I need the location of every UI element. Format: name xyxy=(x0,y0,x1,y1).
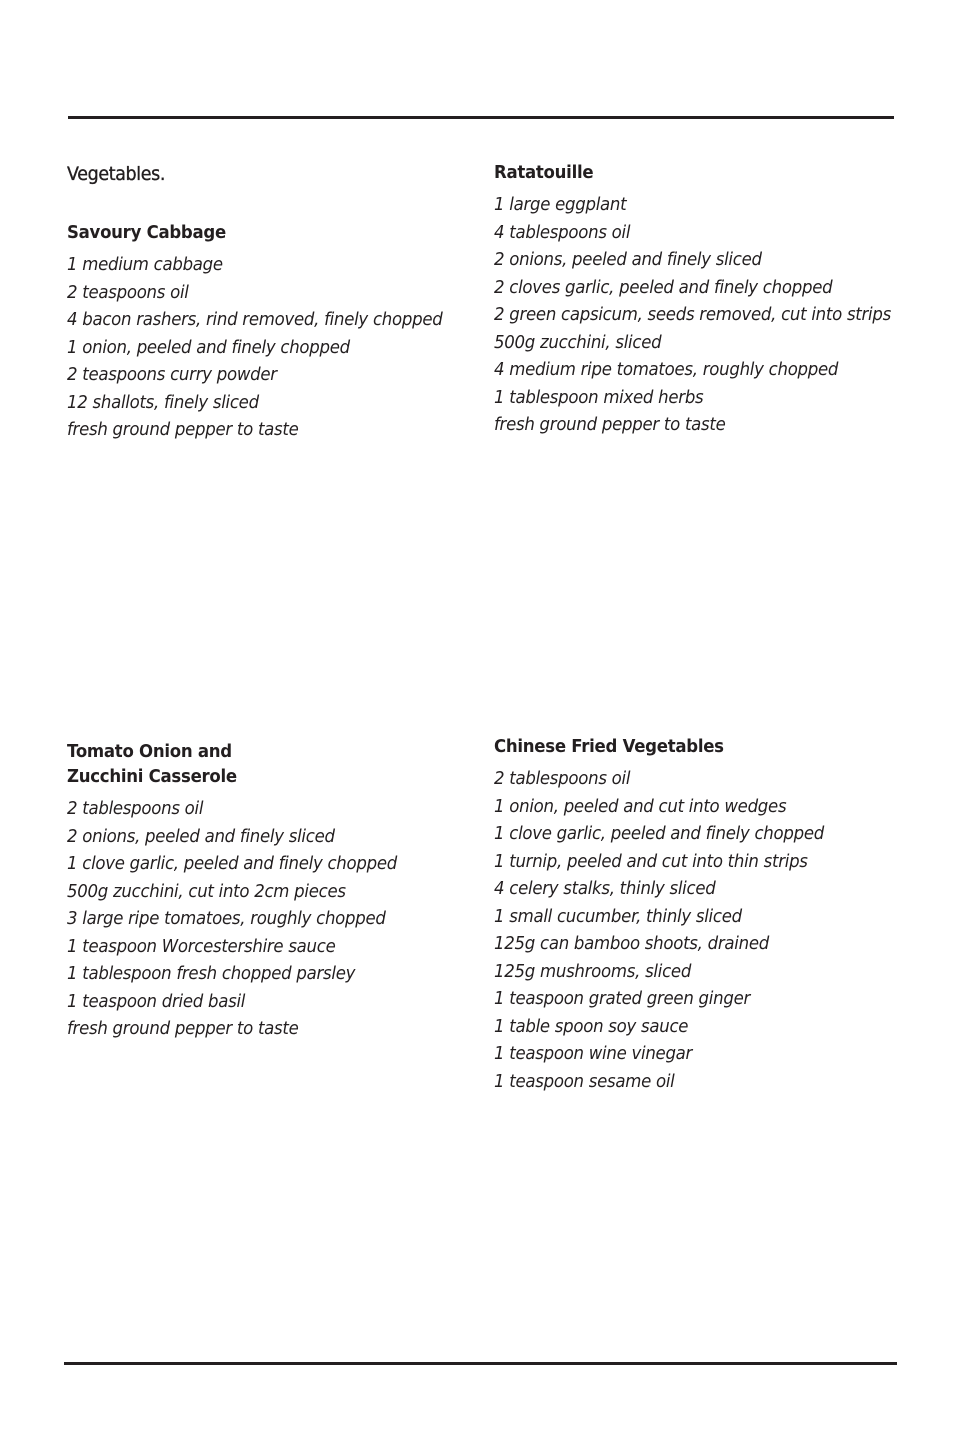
ingredient-item: 2 tablespoons oil xyxy=(494,768,631,789)
section-title: Vegetables. xyxy=(67,163,166,185)
recipe-title: Savoury Cabbage xyxy=(67,222,226,243)
ingredient-item: 2 onions, peeled and finely sliced xyxy=(494,249,762,270)
ingredient-item: 1 turnip, peeled and cut into thin strips xyxy=(494,850,808,872)
ingredient-item: 1 medium cabbage xyxy=(67,254,223,275)
ingredient-item: 12 shallots, finely sliced xyxy=(67,391,259,413)
ingredient-item: 1 teaspoon Worcestershire sauce xyxy=(67,935,336,957)
ingredient-item: 1 large eggplant xyxy=(494,194,627,215)
ingredient-item: 4 bacon rashers, rind removed, finely chopped xyxy=(67,309,443,330)
ingredient-item: 1 small cucumber, thinly sliced xyxy=(494,905,742,927)
recipe-chinese-fried-vegetables xyxy=(494,734,934,1095)
ingredient-item: fresh ground pepper to taste xyxy=(67,1018,299,1039)
recipe-savoury-cabbage xyxy=(67,220,507,444)
top-divider xyxy=(68,116,894,119)
ingredient-list xyxy=(67,251,472,444)
recipe-title: Ratatouille xyxy=(494,162,594,183)
ingredient-item: 2 cloves garlic, peeled and finely chopped xyxy=(494,276,833,298)
recipe-title: Tomato Onion and Zucchini Casserole xyxy=(67,741,237,787)
ingredient-item: 1 teaspoon wine vinegar xyxy=(494,1043,693,1064)
ingredient-list xyxy=(494,765,899,1095)
ingredient-item: 1 onion, peeled and cut into wedges xyxy=(494,795,787,817)
ingredient-item: 1 onion, peeled and finely chopped xyxy=(67,336,350,358)
ingredient-item: 500g zucchini, sliced xyxy=(494,331,662,353)
ingredient-item: 3 large ripe tomatoes, roughly chopped xyxy=(67,908,386,929)
ingredient-item: 1 clove garlic, peeled and finely chopped xyxy=(494,823,824,844)
ingredient-item: 125g mushrooms, sliced xyxy=(494,960,692,982)
ingredient-item: 4 celery stalks, thinly sliced xyxy=(494,878,716,899)
ingredient-list xyxy=(494,191,899,439)
ingredient-item: 4 medium ripe tomatoes, roughly chopped xyxy=(494,359,839,380)
recipe-tomato-onion-zucchini-casserole xyxy=(67,739,507,1043)
ingredient-item: fresh ground pepper to taste xyxy=(494,414,726,435)
ingredient-item: 1 tablespoon mixed herbs xyxy=(494,386,704,408)
ingredient-item: 2 tablespoons oil xyxy=(67,798,204,819)
ingredient-item: 1 teaspoon dried basil xyxy=(67,990,246,1012)
ingredient-item: 1 teaspoon sesame oil xyxy=(494,1070,675,1092)
ingredient-item: 2 teaspoons oil xyxy=(67,281,189,303)
ingredient-item: fresh ground pepper to taste xyxy=(67,419,299,440)
ingredient-item: 2 onions, peeled and finely sliced xyxy=(67,825,335,847)
ingredient-item: 1 teaspoon grated green ginger xyxy=(494,988,751,1009)
ingredient-item: 4 tablespoons oil xyxy=(494,221,631,243)
bottom-divider xyxy=(64,1362,897,1365)
ingredient-item: 1 tablespoon fresh chopped parsley xyxy=(67,963,356,984)
recipe-ratatouille xyxy=(494,160,934,439)
ingredient-item: 1 clove garlic, peeled and finely chopped xyxy=(67,853,397,874)
recipe-title: Chinese Fried Vegetables xyxy=(494,736,724,757)
ingredient-item: 2 teaspoons curry powder xyxy=(67,364,277,385)
ingredient-item: 1 table spoon soy sauce xyxy=(494,1015,689,1037)
ingredient-item: 500g zucchini, cut into 2cm pieces xyxy=(67,880,346,902)
ingredient-list xyxy=(67,795,472,1043)
ingredient-item: 125g can bamboo shoots, drained xyxy=(494,933,769,954)
ingredient-item: 2 green capsicum, seeds removed, cut into strips xyxy=(494,304,891,325)
